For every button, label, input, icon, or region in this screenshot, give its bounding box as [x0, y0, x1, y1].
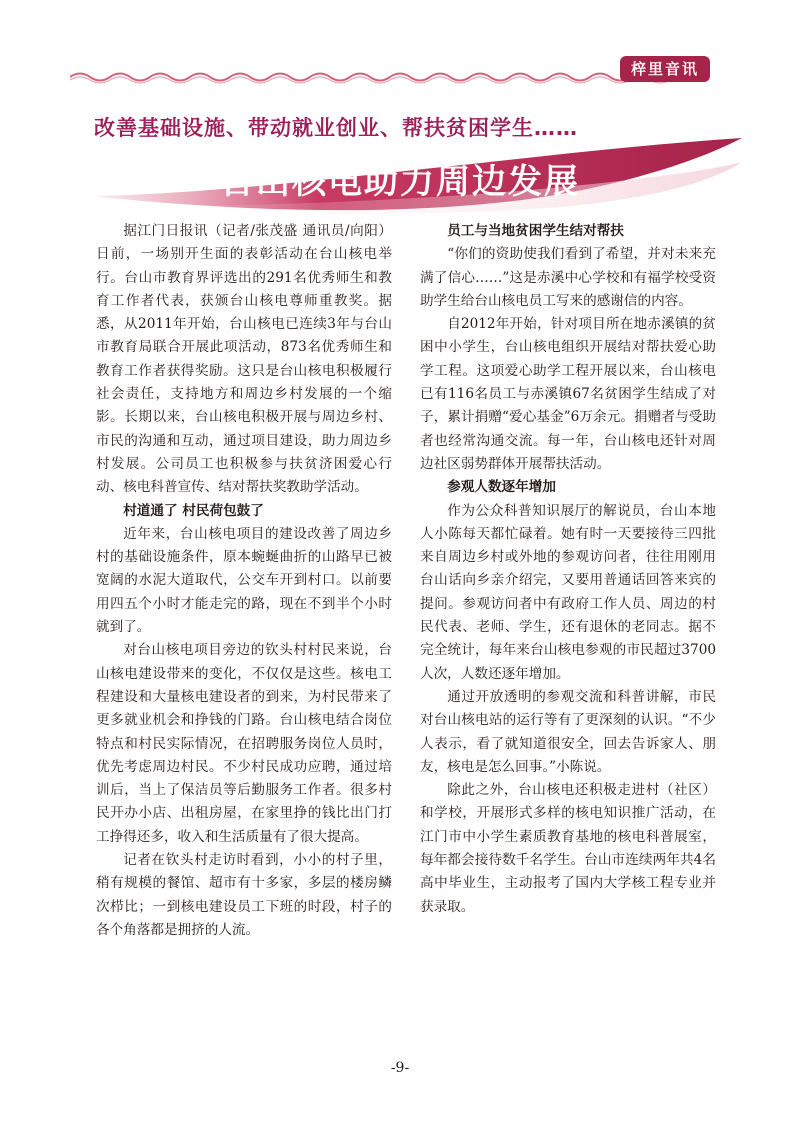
paragraph: 近年来，台山核电项目的建设改善了周边乡村的基础设施条件，原本蜿蜒曲折的山路早已被宽阔的水泥大道取代，公交车开到村口。以前要用四五个小时才能走完的路，现在不到半个小时就到了。 [96, 525, 392, 636]
paragraph: 作为公众科普知识展厅的解说员，台山本地人小陈每天都忙碌着。她有时一天要接待三四批来自周边乡村或外地的参观访问者，往往用刚用台山话向乡亲介绍完，又要用普通话回答来宾的提问。参观访问者中有政府工作人员、周边的村民代表、老师、学生，还有退休的老同志。据不完全统计，每年来台山核电参观的市民超过3700人次，人数还逐年增加。 [420, 502, 716, 682]
section-tag: 梓里音讯 [620, 56, 710, 82]
paragraph: 据江门日报讯（记者/张茂盛 通讯员/向阳）日前，一场别开生面的表彰活动在台山核电举行。台山市教育界评选出的291名优秀师生和教育工作者代表，获颁台山核电尊师重教奖。据悉，从2011年开始，台山核电已连续3年与台山市教育局联合开展此项活动，873名优秀师生和教育工作者获得奖励。这只是台山核电积极履行社会责任，支持地方和周边乡村发展的一个缩影。长期以来，台山核电积极开展与周边乡村、市民的沟通和互动，通过项目建设，助力周边乡村发展。公司员工也积极参与扶贫济困爱心行动、核电科普宣传、结对帮扶奖教助学活动。 [96, 223, 392, 496]
article-column-left [96, 220, 392, 942]
paragraph: 除此之外，台山核电还积极走进村（社区）和学校，开展形式多样的核电知识推广活动，在江门市中小学生素质教育基地的核电科普展室，每年都会接待数千名学生。台山市连续两年共4名高中毕业生，主动报考了国内大学核工程专业并获录取。 [420, 782, 716, 915]
article-headline: 台山核电助力周边发展 [220, 162, 580, 202]
page-number: -9- [390, 1060, 410, 1076]
section-heading: 员工与当地贫困学生结对帮扶 [447, 223, 624, 239]
section-heading: 参观人数逐年增加 [447, 479, 556, 496]
article-column-right [420, 220, 716, 919]
paragraph: 记者在钦头村走访时看到，小小的村子里，稍有规模的餐馆、超市有十多家，多层的楼房鳞次栉比；一到核电建设员工下班的时段，村子的各个角落都是拥挤的人流。 [96, 852, 392, 938]
paragraph: 通过开放透明的参观交流和科普讲解，市民对台山核电站的运行等有了更深刻的认识。“不少人表示，看了就知道很安全，回去告诉家人、朋友，核电是怎么回事。”小陈说。 [420, 688, 716, 775]
article-kicker: 改善基础设施、带动就业创业、帮扶贫困学生…… [94, 116, 578, 140]
section-heading: 村道通了 村民荷包鼓了 [123, 502, 264, 519]
paragraph: “你们的资助使我们看到了希望，并对未来充满了信心……”这是赤溪中心学校和有福学校受资助学生给台山核电员工写来的感谢信的内容。 [420, 246, 716, 309]
paragraph: 自2012年开始，针对项目所在地赤溪镇的贫困中小学生，台山核电组织开展结对帮扶爱心助学工程。这项爱心助学工程开展以来，台山核电已有116名员工与赤溪镇67名贫困学生结成了对子，累计捐赠“爱心基金”6万余元。捐赠者与受助者也经常沟通交流。每一年，台山核电还针对周边社区弱势群体开展帮扶活动。 [420, 316, 716, 472]
wave-ornament-icon [70, 70, 680, 84]
paragraph: 对台山核电项目旁边的钦头村村民来说，台山核电建设带来的变化，不仅仅是这些。核电工程建设和大量核电建设者的到来，为村民带来了更多就业机会和挣钱的门路。台山核电结合岗位特点和村民实际情况，在招聘服务岗位人员时，优先考虑周边村民。不少村民成功应聘，通过培训后，当上了保洁员等后勤服务工作者。很多村民开办小店、出租房屋，在家里挣的钱比出门打工挣得还多，收入和生活质量有了很大提高。 [96, 642, 392, 845]
